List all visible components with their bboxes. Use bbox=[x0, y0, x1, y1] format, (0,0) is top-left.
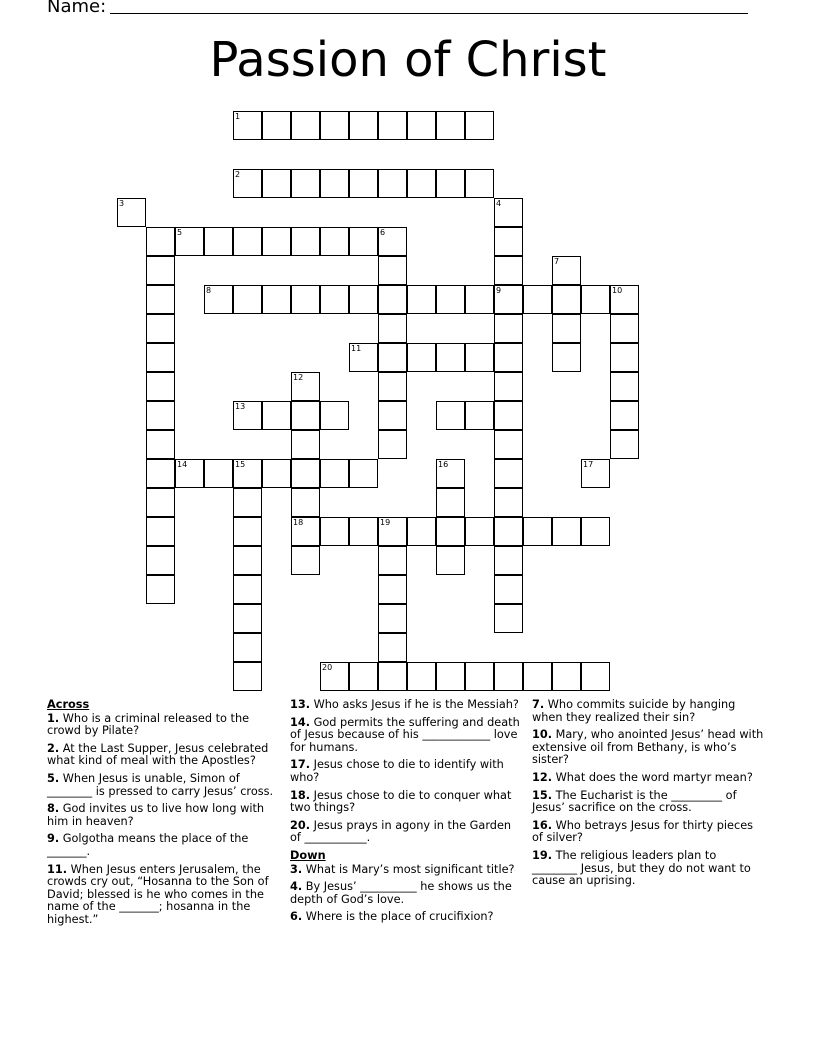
grid-cell[interactable] bbox=[262, 169, 291, 198]
clue-number: 13 bbox=[235, 402, 246, 411]
grid-cell[interactable] bbox=[436, 488, 465, 517]
grid-cell[interactable] bbox=[349, 517, 378, 546]
grid-cell[interactable] bbox=[262, 285, 291, 314]
grid-cell[interactable] bbox=[233, 227, 262, 256]
grid-cell[interactable] bbox=[378, 575, 407, 604]
grid-cell[interactable] bbox=[465, 517, 494, 546]
grid-cell[interactable] bbox=[378, 430, 407, 459]
grid-cell[interactable] bbox=[552, 285, 581, 314]
grid-cell[interactable] bbox=[204, 227, 233, 256]
clue-number-label: 17. bbox=[290, 758, 311, 772]
grid-cell[interactable] bbox=[494, 198, 523, 227]
down-heading: Down bbox=[290, 848, 326, 862]
clue-number-label: 3. bbox=[290, 862, 303, 876]
clue-number: 2 bbox=[235, 170, 241, 179]
grid-cell[interactable] bbox=[204, 459, 233, 488]
grid-cell[interactable] bbox=[349, 169, 378, 198]
grid-cell[interactable] bbox=[233, 488, 262, 517]
clue-text: Golgotha means the place of the _______. bbox=[47, 832, 249, 858]
clue bbox=[47, 773, 281, 798]
grid-cell[interactable] bbox=[407, 111, 436, 140]
clue bbox=[290, 790, 522, 815]
grid-cell[interactable] bbox=[610, 285, 639, 314]
clue bbox=[290, 911, 522, 924]
grid-cell[interactable] bbox=[494, 546, 523, 575]
clue-text: Jesus chose to die to identify with who? bbox=[290, 758, 504, 784]
grid-cell[interactable] bbox=[523, 285, 552, 314]
grid-cell[interactable] bbox=[378, 343, 407, 372]
grid-cell[interactable] bbox=[465, 343, 494, 372]
across-heading: Across bbox=[47, 698, 90, 711]
grid-cell[interactable] bbox=[610, 314, 639, 343]
clue bbox=[47, 833, 281, 858]
clue-text: Who is a criminal released to the crowd by Pilate? bbox=[47, 711, 250, 738]
grid-cell[interactable] bbox=[465, 285, 494, 314]
clue-number-label: 1. bbox=[47, 711, 60, 725]
grid-cell[interactable] bbox=[175, 459, 204, 488]
grid-cell[interactable] bbox=[146, 343, 175, 372]
grid-cell[interactable] bbox=[465, 401, 494, 430]
grid-cell[interactable] bbox=[494, 517, 523, 546]
grid-cell[interactable] bbox=[146, 227, 175, 256]
grid-cell[interactable] bbox=[494, 575, 523, 604]
clue bbox=[290, 881, 522, 906]
grid-cell[interactable] bbox=[552, 314, 581, 343]
clue-number-label: 2. bbox=[47, 741, 60, 755]
clue-text: By Jesus’ __________ he shows us the depth of God’s love. bbox=[290, 880, 512, 906]
grid-cell[interactable] bbox=[378, 111, 407, 140]
grid-cell[interactable] bbox=[552, 343, 581, 372]
grid-cell[interactable] bbox=[378, 662, 407, 691]
clue-number-label: 14. bbox=[290, 715, 311, 729]
clue-text: Mary, who anointed Jesus’ head with extensive oil from Bethany, is who’s sister? bbox=[532, 728, 764, 767]
clue-text: Jesus chose to die to conquer what two things? bbox=[290, 788, 512, 815]
grid-cell[interactable] bbox=[320, 662, 349, 691]
clue bbox=[290, 717, 522, 755]
clue-number: 7 bbox=[554, 257, 560, 266]
clue-number: 9 bbox=[496, 286, 502, 295]
grid-cell[interactable] bbox=[378, 256, 407, 285]
grid-cell[interactable] bbox=[494, 227, 523, 256]
grid-cell[interactable] bbox=[494, 459, 523, 488]
grid-cell[interactable] bbox=[436, 401, 465, 430]
clue-number-label: 13. bbox=[290, 698, 311, 711]
clue bbox=[290, 699, 522, 712]
grid-cell[interactable] bbox=[233, 546, 262, 575]
clue-number: 18 bbox=[293, 518, 304, 527]
down-clue-list-continued bbox=[532, 699, 764, 888]
clue-number-label: 12. bbox=[532, 770, 553, 784]
grid-cell[interactable] bbox=[204, 285, 233, 314]
clue bbox=[532, 772, 764, 785]
clue-number-label: 8. bbox=[47, 802, 60, 816]
grid-cell[interactable] bbox=[262, 111, 291, 140]
grid-cell[interactable] bbox=[262, 401, 291, 430]
grid-cell[interactable] bbox=[320, 459, 349, 488]
clue bbox=[532, 820, 764, 845]
clue bbox=[47, 743, 281, 768]
grid-cell[interactable] bbox=[552, 662, 581, 691]
clue-text: What does the word martyr mean? bbox=[552, 770, 753, 784]
grid-cell[interactable] bbox=[436, 517, 465, 546]
grid-cell[interactable] bbox=[146, 546, 175, 575]
grid-cell[interactable] bbox=[581, 459, 610, 488]
clue bbox=[532, 850, 764, 888]
clue-text: Who asks Jesus if he is the Messiah? bbox=[310, 698, 519, 711]
grid-cell[interactable] bbox=[291, 517, 320, 546]
clue-number: 19 bbox=[380, 518, 391, 527]
clue-number-label: 19. bbox=[532, 848, 553, 862]
grid-cell[interactable] bbox=[320, 285, 349, 314]
clue bbox=[532, 729, 764, 767]
clue-number: 14 bbox=[177, 460, 188, 469]
grid-cell[interactable] bbox=[378, 372, 407, 401]
grid-cell[interactable] bbox=[581, 662, 610, 691]
clue-number: 12 bbox=[293, 373, 304, 382]
grid-cell[interactable] bbox=[407, 662, 436, 691]
grid-cell[interactable] bbox=[436, 169, 465, 198]
grid-cell[interactable] bbox=[291, 546, 320, 575]
grid-cell[interactable] bbox=[146, 372, 175, 401]
down-clue-list bbox=[290, 864, 522, 924]
grid-cell[interactable] bbox=[320, 227, 349, 256]
grid-cell[interactable] bbox=[494, 285, 523, 314]
grid-cell[interactable] bbox=[146, 575, 175, 604]
clue-number-label: 11. bbox=[47, 862, 68, 876]
grid-cell[interactable] bbox=[436, 343, 465, 372]
clue-text: God permits the suffering and death of Jesus because of his ____________ love for humans. bbox=[290, 715, 520, 754]
clues-column-3 bbox=[532, 699, 764, 893]
across-clue-list-continued bbox=[290, 699, 522, 845]
grid-cell[interactable] bbox=[291, 488, 320, 517]
grid-cell[interactable] bbox=[262, 227, 291, 256]
clue-number-label: 6. bbox=[290, 910, 303, 924]
grid-cell[interactable] bbox=[291, 169, 320, 198]
grid-cell[interactable] bbox=[146, 401, 175, 430]
grid-cell[interactable] bbox=[494, 430, 523, 459]
grid-cell[interactable] bbox=[320, 111, 349, 140]
grid-cell[interactable] bbox=[146, 285, 175, 314]
across-clue-list bbox=[47, 713, 281, 927]
clue-number-label: 10. bbox=[532, 728, 553, 742]
page-title: Passion of Christ bbox=[209, 32, 607, 88]
grid-cell[interactable] bbox=[349, 343, 378, 372]
clue-number: 10 bbox=[612, 286, 623, 295]
clue-text: God invites us to live how long with him in heaven? bbox=[47, 802, 265, 828]
clue-number: 17 bbox=[583, 460, 594, 469]
clue-number: 6 bbox=[380, 228, 386, 237]
grid-cell[interactable] bbox=[349, 459, 378, 488]
grid-cell[interactable] bbox=[146, 488, 175, 517]
grid-cell[interactable] bbox=[465, 662, 494, 691]
grid-cell[interactable] bbox=[378, 517, 407, 546]
clue-number: 5 bbox=[177, 228, 183, 237]
grid-cell[interactable] bbox=[552, 256, 581, 285]
clue bbox=[290, 820, 522, 845]
clue-text: What is Mary’s most significant title? bbox=[302, 862, 515, 876]
clue-number-label: 18. bbox=[290, 788, 311, 802]
grid-cell[interactable] bbox=[523, 517, 552, 546]
grid-cell[interactable] bbox=[378, 633, 407, 662]
grid-cell[interactable] bbox=[407, 169, 436, 198]
clue-number: 15 bbox=[235, 460, 246, 469]
grid-cell[interactable] bbox=[407, 517, 436, 546]
grid-cell[interactable] bbox=[349, 662, 378, 691]
grid-cell[interactable] bbox=[320, 401, 349, 430]
grid-cell[interactable] bbox=[494, 256, 523, 285]
grid-cell[interactable] bbox=[494, 401, 523, 430]
grid-cell[interactable] bbox=[610, 343, 639, 372]
grid-cell[interactable] bbox=[378, 314, 407, 343]
grid-cell[interactable] bbox=[233, 285, 262, 314]
clue-number-label: 16. bbox=[532, 818, 553, 832]
clue-text: The religious leaders plan to ________ Jesus, but they do not want to cause an uprising. bbox=[532, 848, 751, 888]
grid-cell[interactable] bbox=[378, 401, 407, 430]
grid-cell[interactable] bbox=[146, 256, 175, 285]
clue-number-label: 20. bbox=[290, 818, 311, 832]
clue-number-label: 4. bbox=[290, 880, 303, 894]
clue-number: 1 bbox=[235, 112, 241, 121]
grid-cell[interactable] bbox=[436, 662, 465, 691]
clue-number: 4 bbox=[496, 199, 502, 208]
grid-cell[interactable] bbox=[291, 401, 320, 430]
clue-text: Where is the place of crucifixion? bbox=[302, 910, 494, 924]
clue-text: At the Last Supper, Jesus celebrated what kind of meal with the Apostles? bbox=[47, 741, 269, 768]
grid-cell[interactable] bbox=[494, 314, 523, 343]
grid-cell[interactable] bbox=[349, 111, 378, 140]
grid-cell[interactable] bbox=[320, 517, 349, 546]
grid-cell[interactable] bbox=[146, 430, 175, 459]
clue-text: Jesus prays in agony in the Garden of ___________. bbox=[290, 818, 512, 845]
grid-cell[interactable] bbox=[233, 401, 262, 430]
clue-number: 3 bbox=[119, 199, 125, 208]
grid-cell[interactable] bbox=[233, 633, 262, 662]
grid-cell[interactable] bbox=[378, 227, 407, 256]
grid-cell[interactable] bbox=[291, 111, 320, 140]
grid-cell[interactable] bbox=[291, 372, 320, 401]
grid-cell[interactable] bbox=[610, 372, 639, 401]
grid-cell[interactable] bbox=[610, 401, 639, 430]
clue-text: Who betrays Jesus for thirty pieces of silver? bbox=[532, 818, 754, 845]
grid-cell[interactable] bbox=[581, 285, 610, 314]
clue-number: 8 bbox=[206, 286, 212, 295]
grid-cell[interactable] bbox=[291, 459, 320, 488]
clue-number-label: 15. bbox=[532, 788, 553, 802]
grid-cell[interactable] bbox=[233, 662, 262, 691]
grid-cell[interactable] bbox=[407, 285, 436, 314]
grid-cell[interactable] bbox=[378, 169, 407, 198]
grid-cell[interactable] bbox=[349, 227, 378, 256]
clues-column-1 bbox=[47, 699, 281, 932]
clue bbox=[290, 864, 522, 877]
grid-cell[interactable] bbox=[349, 285, 378, 314]
grid-cell[interactable] bbox=[378, 604, 407, 633]
grid-cell[interactable] bbox=[610, 430, 639, 459]
clue bbox=[47, 803, 281, 828]
clues-column-2 bbox=[290, 699, 522, 929]
grid-cell[interactable] bbox=[436, 285, 465, 314]
grid-cell[interactable] bbox=[436, 546, 465, 575]
clue-text: Who commits suicide by hanging when they realized their sin? bbox=[532, 698, 736, 724]
grid-cell[interactable] bbox=[436, 459, 465, 488]
clue-number: 16 bbox=[438, 460, 449, 469]
grid-cell[interactable] bbox=[146, 459, 175, 488]
grid-cell[interactable] bbox=[146, 314, 175, 343]
grid-cell[interactable] bbox=[233, 459, 262, 488]
grid-cell[interactable] bbox=[291, 430, 320, 459]
grid-cell[interactable] bbox=[552, 517, 581, 546]
grid-cell[interactable] bbox=[175, 227, 204, 256]
grid-cell[interactable] bbox=[465, 169, 494, 198]
grid-cell[interactable] bbox=[436, 111, 465, 140]
grid-cell[interactable] bbox=[291, 227, 320, 256]
grid-cell[interactable] bbox=[291, 285, 320, 314]
clue bbox=[47, 864, 281, 927]
clue-text: When Jesus enters Jerusalem, the crowds cry out, “Hosanna to the Son of David; blessed is he who comes in the name of the _______; hosanna in the highest.” bbox=[47, 862, 269, 926]
grid-cell[interactable] bbox=[233, 169, 262, 198]
grid-cell[interactable] bbox=[523, 662, 552, 691]
grid-cell[interactable] bbox=[117, 198, 146, 227]
grid-cell[interactable] bbox=[378, 546, 407, 575]
grid-cell[interactable] bbox=[465, 111, 494, 140]
clue-number-label: 5. bbox=[47, 771, 60, 785]
grid-cell[interactable] bbox=[494, 662, 523, 691]
grid-cell[interactable] bbox=[146, 517, 175, 546]
grid-cell[interactable] bbox=[320, 169, 349, 198]
grid-cell[interactable] bbox=[581, 517, 610, 546]
clue-text: The Eucharist is the _________ of Jesus’ sacrifice on the cross. bbox=[532, 788, 737, 815]
grid-cell[interactable] bbox=[262, 459, 291, 488]
grid-cell[interactable] bbox=[233, 575, 262, 604]
clue bbox=[532, 699, 764, 724]
clue bbox=[532, 790, 764, 815]
clue-number: 20 bbox=[322, 663, 333, 672]
clue-number-label: 7. bbox=[532, 698, 545, 711]
clue bbox=[47, 713, 281, 738]
grid-cell[interactable] bbox=[494, 604, 523, 633]
grid-cell[interactable] bbox=[233, 111, 262, 140]
grid-cell[interactable] bbox=[494, 343, 523, 372]
grid-cell[interactable] bbox=[407, 343, 436, 372]
name-label: Name: bbox=[47, 0, 107, 17]
grid-cell[interactable] bbox=[378, 285, 407, 314]
clue-number-label: 9. bbox=[47, 832, 60, 846]
grid-cell[interactable] bbox=[233, 604, 262, 633]
clue-number: 11 bbox=[351, 344, 362, 353]
clue bbox=[290, 759, 522, 784]
grid-cell[interactable] bbox=[233, 517, 262, 546]
clue-text: When Jesus is unable, Simon of ________ is pressed to carry Jesus’ cross. bbox=[47, 771, 274, 798]
grid-cell[interactable] bbox=[494, 488, 523, 517]
grid-cell[interactable] bbox=[494, 372, 523, 401]
